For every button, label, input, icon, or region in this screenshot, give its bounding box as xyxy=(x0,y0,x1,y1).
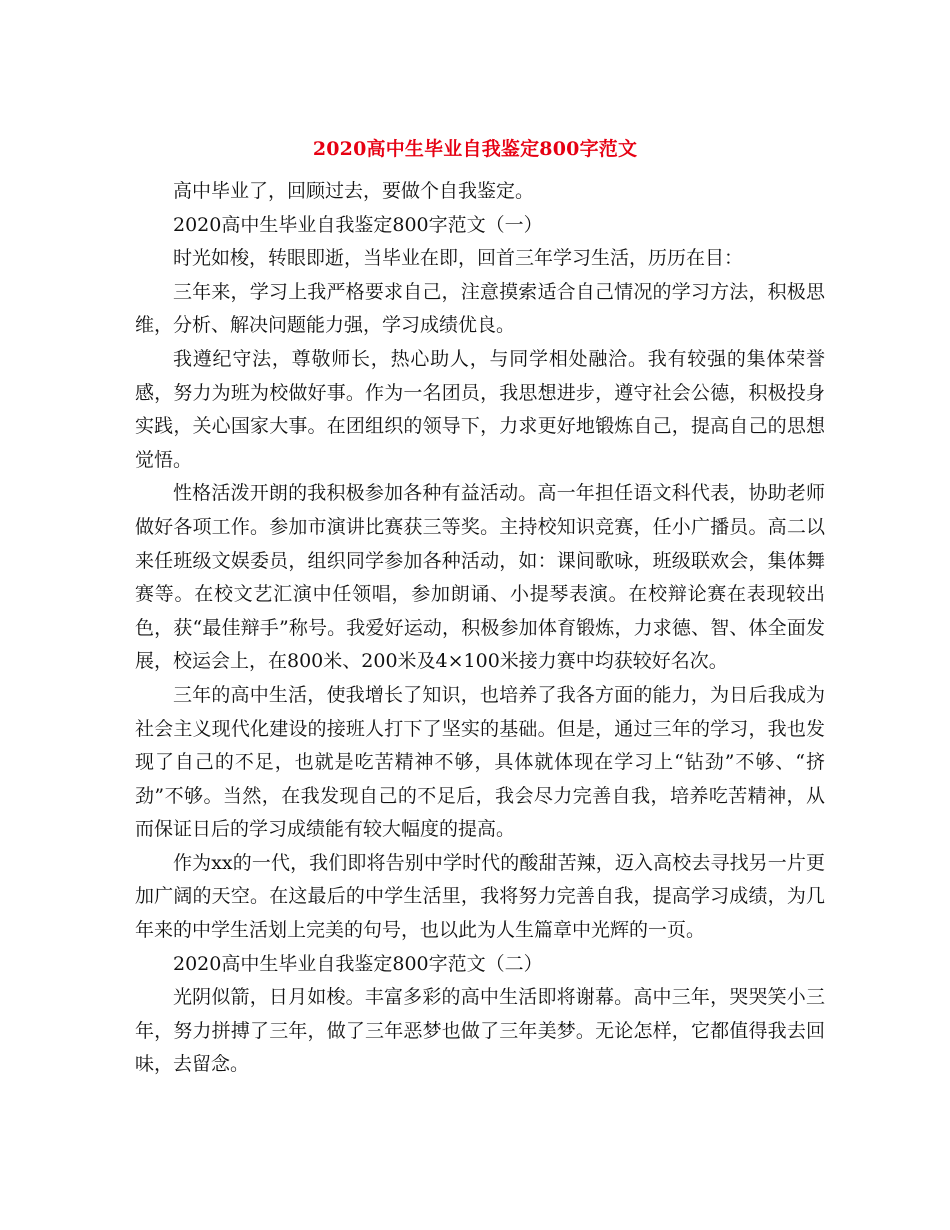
paragraph: 光阴似箭，日月如梭。丰富多彩的高中生活即将谢幕。高中三年，哭哭笑小三年，努力拼搏了三年，做了三年恶梦也做了三年美梦。无论怎样，它都值得我去回味，去留念。 xyxy=(135,986,825,1076)
paragraph: 作为xx的一代，我们即将告别中学时代的酸甜苦辣，迈入高校去寻找另一片更加广阔的天空。在这最后的中学生活里，我将努力完善自我，提高学习成绩，为几年来的中学生活划上完美的句号，也以此为人生篇章中光辉的一页。 xyxy=(135,851,825,942)
document-title: 2020高中生毕业自我鉴定800字范文 xyxy=(312,137,638,160)
section-heading-1: 2020高中生毕业自我鉴定800字范文（一） xyxy=(173,213,543,236)
paragraph: 时光如梭，转眼即逝，当毕业在即，回首三年学习生活，历历在目： xyxy=(173,247,744,270)
paragraph: 性格活泼开朗的我积极参加各种有益活动。高一年担任语文科代表，协助老师做好各项工作。参加市演讲比赛获三等奖。主持校知识竞赛，任小广播员。高二以来任班级文娱委员，组织同学参加各种活动，如：课间歌咏，班级联欢会，集体舞赛等。在校文艺汇演中任领唱，参加朗诵、小提琴表演。在校辩论赛在表现较出色，获“最佳辩手”称号。我爱好运动，积极参加体育锻炼，力求德、智、体全面发展，校运会上，在800米、200米及4×100米接力赛中均获较好名次。 xyxy=(135,482,825,673)
paragraph: 我遵纪守法，尊敬师长，热心助人，与同学相处融洽。我有较强的集体荣誉感，努力为班为校做好事。作为一名团员，我思想进步，遵守社会公德，积极投身实践，关心国家大事。在团组织的领导下，力求更好地锻炼自己，提高自己的思想觉悟。 xyxy=(135,347,825,471)
paragraph: 三年的高中生活，使我增长了知识，也培养了我各方面的能力，为日后我成为社会主义现代化建设的接班人打下了坚实的基础。但是，通过三年的学习，我也发现了自己的不足，也就是吃苦精神不够，具体就体现在学习上“钻劲”不够、“挤劲”不够。当然，在我发现自己的不足后，我会尽力完善自我，培养吃苦精神，从而保证日后的学习成绩能有较大幅度的提高。 xyxy=(135,683,825,841)
paragraph-intro: 高中毕业了，回顾过去，要做个自我鉴定。 xyxy=(173,180,535,202)
document-body xyxy=(135,175,825,1082)
paragraph: 三年来，学习上我严格要求自己，注意摸索适合自己情况的学习方法，积极思维，分析、解决问题能力强，学习成绩优良。 xyxy=(135,280,825,337)
section-heading-2: 2020高中生毕业自我鉴定800字范文（二） xyxy=(173,952,543,975)
